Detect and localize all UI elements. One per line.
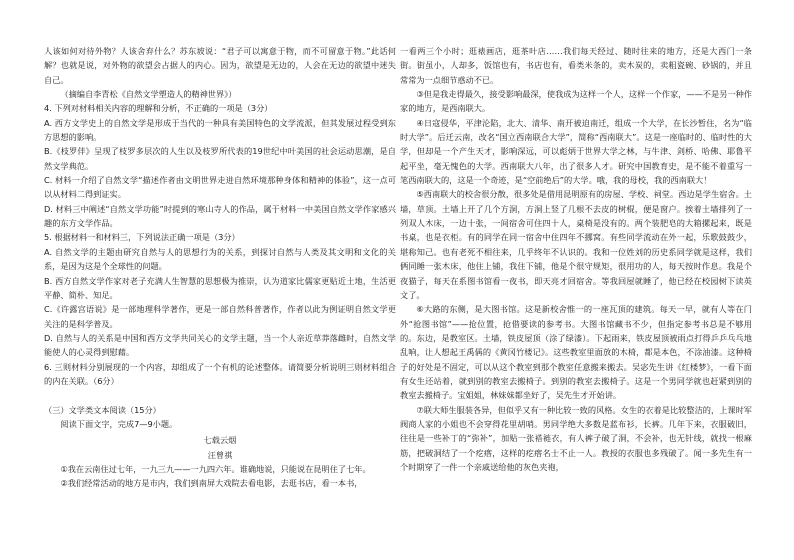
left-paragraph: B.《枝罗伴》呈现了枝罗多层次的人生以及枝罗所代表的19世纪中叶美国的社会运动思潮，是自然文学典范。 <box>44 146 396 171</box>
right-paragraph: ③但是我走得最久，接受影响最深，使我成为这样一个人，这样一个作家，——不是另一种作家的地方，是西南联大。 <box>400 89 752 114</box>
right-paragraph: 一看两三个小时；逛裱画店，逛茶叶店……我们每天经过、随时往来的地方，还是大西门一条街。街虽小，人却多，饭馆也有，书店也有，看类米条的，卖木炭的，卖粗瓷碗、砂锅的，并且常常为一点细节惑动不已。 <box>400 46 752 85</box>
left-paragraph: D. 材料三中阐述“自然文学功能”时提到的寒山寺人的作品，属于材料一中美国自然文学作家感兴趣的东方文学作品。 <box>44 203 396 229</box>
left-paragraph <box>44 388 396 402</box>
left-paragraph: B. 西方自然文学作家对老子充满人生智慧的思想极为推崇，认为道家比儒家更贴近土地，生活更平静、简朴、知足。 <box>44 275 396 300</box>
left-paragraph: （摘编自李青松《自然文学塑造人的精神世界》） <box>60 89 237 100</box>
right-paragraph: ⑦联大师生服装各异，但似乎又有一种比较一致的风格。女生的衣着是比较整洁的，上课时军阀商人家的小姐也不会穿得花里胡哨。男同学绝大多数是蓝布衫，长裤。几年下来，衣服破旧，往往是一些补丁的“弥补”，加贴一张褡裢衣，有人裤子破了洞，不会补，也无针线，就找一根麻筋，把破洞结了一个疙瘩，这样的疙瘩名士不止一人。教授的衣服也多残破了。闻一多先生有一个时期穿了一件一个亲戚送给他的灰色夹袍， <box>400 404 752 472</box>
right-paragraph: ⑥大路的东侧，是大图书馆。这是新校舍惟一的一座瓦顶的建筑。每天一早，就有人等在门外“抢图书馆”——抢位置，抢借要读的参考书。大图书馆藏书不少，但指定参考书总是不够用的。东边，是教室区。土墙，铁皮屋顶（涂了绿漆）。下起雨来，铁皮屋顶被雨点打得乒乒乓乓地乱响，让人想起王禹偁的《黄冈竹楼记》。这些教室里面放的木椅，都是本色，不涂油漆。这种椅子的好处是不固定，可以从这个教室到那个教室任意搬来搬去。吴宓先生讲《红楼梦》，一看下面有女生还站着，就到别的教室去搬椅子。到别的教室去搬椅子。这是一个男同学就也赶紧到别的教室去搬椅子。宝姐姐，林妹妹都坐好了，吴先生才开始讲。 <box>400 304 752 401</box>
left-paragraph: D. 自然与人的关系是中国和西方文学共同关心的文学主题，当一个人亲近草莽落雌时，自然文学能使人的心灵得到慰藉。 <box>44 332 396 358</box>
left-paragraph: 6. 三则材料分别展现的一个内容，却组成了一个有机的论述整体。请简要分析说明三则材料组合的内在关联。（6分） <box>44 361 396 386</box>
left-paragraph: 七载云烟 <box>203 435 237 446</box>
left-paragraph: 人该如何对待外物？人该舍弃什么？苏东坡说：“君子可以寓意于物，而不可留意于物。”此话何解？也就是说，对外物的欲望会占据人的内心。因为，欲望是无边的，人会在无边的欲望中迷失自己。 <box>44 46 396 85</box>
right-paragraph: ⑤西南联大的校舍很分散，很多处是借用昆明原有的房屋、学校、祠堂。西边是学生宿舍。土墙，草顶。土墙上开了几个方洞，方洞上竖了几根不去皮的树棍，便是窗户。挨着土墙排列了一列双人木床，一边十张，一间宿舍可住四十人，桌椅是没有的。两个装肥皂的大箱摞起来，既是书桌，也是衣柜。有的同学在同一宿舍中住四年不挪窝。有些同学流动在外一起，乐歌鼓鼓少，堪称知己。也有老死不相往来，几乎终年不认识的。我和一位姓刘的历史系同学就是这样，我们俩同睡一张木床，他住上铺，我住下铺，他是个很守规矩，很用功的人，每天按时作息。我是个夜猫子，每天在系图书馆看一夜书，即天亮才回宿舍。等我回屋就睡了，他已经在校园树下读英文了。 <box>400 189 752 300</box>
left-paragraph: ②我们经常活动的地方是市内，我们到南屏大戏院去看电影，去逛书店，看一本书， <box>60 478 363 489</box>
left-paragraph: 4. 下列对材料相关内容的理解和分析，不正确的一项是（3分） <box>44 103 273 114</box>
left-paragraph: C.《许露宫语说》是一部地理科学著作，更是一部自然科普著作，作者以此为例证明自然文学更关注的是科学普及。 <box>44 304 396 329</box>
left-paragraph: 汪曾祺 <box>207 449 233 460</box>
left-paragraph: C. 材料一介绍了自然文学“描述作者由文明世界走进自然环境那种身体和精神的体验”，这一点可以从材料二得到证实。 <box>44 175 396 200</box>
left-paragraph: 阅读下面文字，完成7—9小题。 <box>60 418 178 429</box>
left-paragraph: A. 西方文学史上的自然文学是形成于当代的一种具有美国特色的文学流派，但其发展过程受到东方思想的影响。 <box>44 117 396 143</box>
left-column <box>44 44 396 491</box>
left-paragraph: 5. 根据材料一和材料三，下列说法正确一项是（3分） <box>44 232 240 243</box>
left-paragraph: （三）文学类文本阅读（15分） <box>44 404 161 415</box>
left-paragraph: A. 自然文学的主题由研究自然与人的思想行为的关系，到探讨自然与人类及其文明和文化的关系，是因为这是个全球性的问题。 <box>44 246 396 272</box>
right-column <box>400 44 752 474</box>
left-paragraph: ①我在云南住过七年，一九三九——一九四六年。谁确地说，只能说在昆明住了七年。 <box>60 463 371 474</box>
right-paragraph: ④日寇侵华，平津沦陷，北大、清华、南开被迫南迁，组成一个大学，在长沙暂住，名为“临时大学”。后迁云南，改名“国立西南联合大学”，简称“西南联大”。这是一座临时的、临时性的大学，但却是一个产生天才，影响深远，可以彪炳于世界大学之林，与牛津、剑桥、哈佛、耶鲁平起平坐，毫无愧色的大学。西南联大八年，出了很多人才。研究中国教育史，是不能不着重写一笔西南联大的，这是一个奇迹，是“空前绝后”的大学。哦，我的母校，我的西南联大！ <box>400 117 752 186</box>
